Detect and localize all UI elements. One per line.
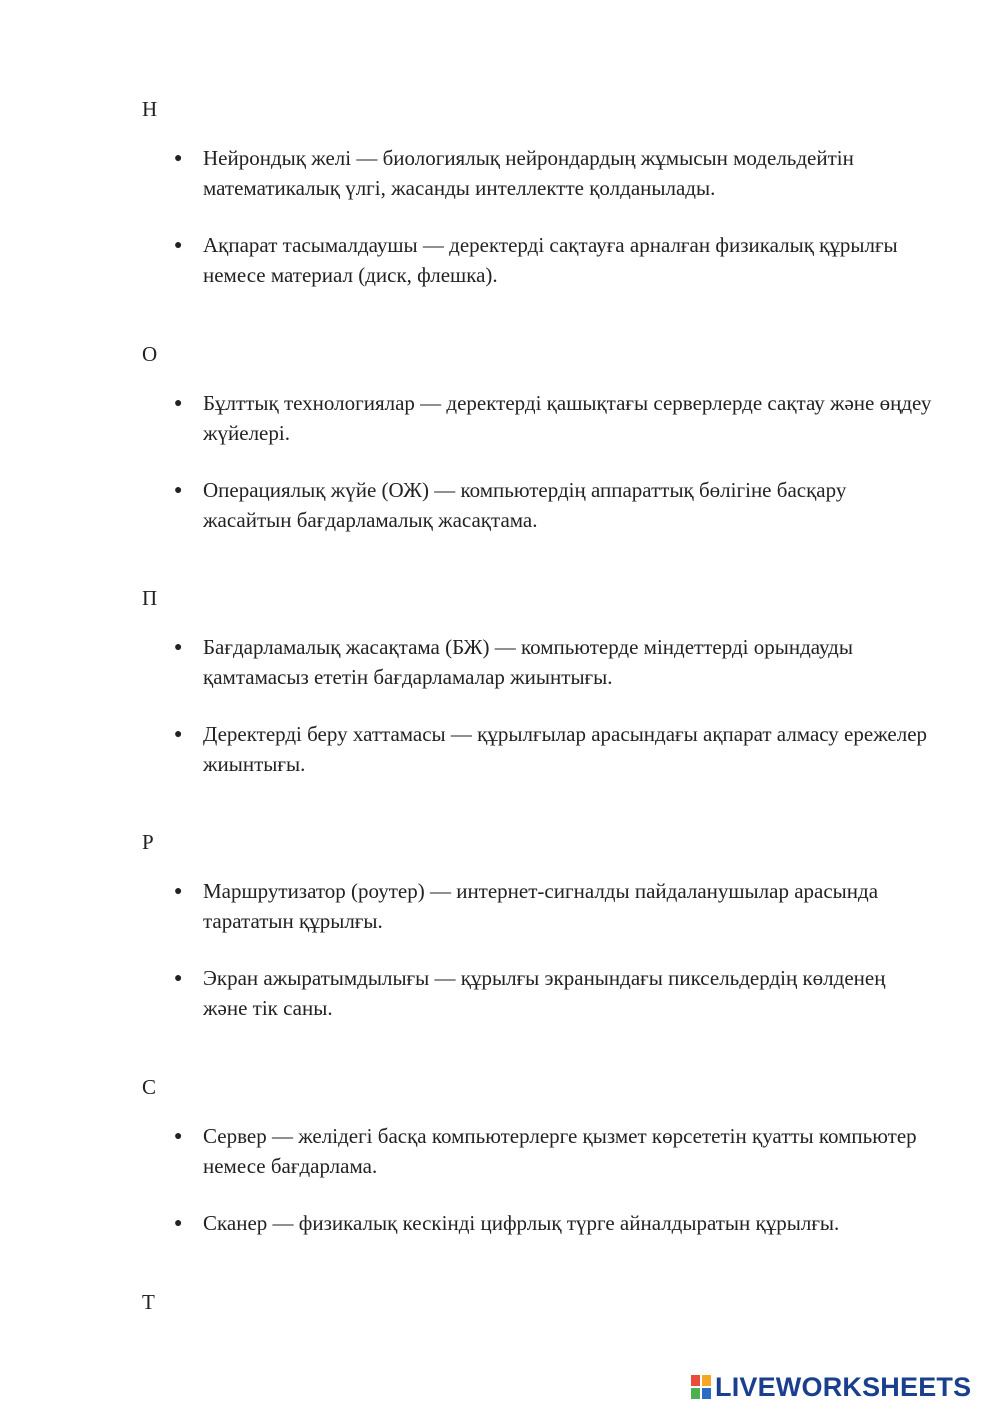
liveworksheets-logo-icon: [691, 1375, 711, 1399]
list-item: [174, 476, 934, 535]
liveworksheets-branding[interactable]: [691, 1374, 971, 1400]
list-item: [174, 720, 934, 779]
list-item: [174, 144, 934, 203]
section-letter-p: П: [142, 586, 158, 610]
section-letter-s: С: [142, 1075, 157, 1099]
list-item: [174, 877, 934, 936]
list-item: [174, 231, 934, 290]
list-item: [174, 633, 934, 692]
bullet-icon: ●: [174, 1216, 183, 1231]
bullet-icon: ●: [174, 727, 183, 742]
bullet-icon: ●: [174, 640, 183, 655]
list-item: [174, 1122, 934, 1181]
list-item-text: Бағдарламалық жасақтама (БЖ) — компьютерде міндеттерді орындауды қамтамасыз ететін бағдарламалар жиынтығы.: [203, 635, 853, 689]
bullet-icon: ●: [174, 396, 183, 411]
section-letter-r: Р: [142, 830, 154, 854]
section-letter-n: Н: [142, 97, 158, 121]
brand-name: LIVEWORKSHEETS: [715, 1372, 972, 1402]
list-item-text: Деректерді беру хаттамасы — құрылғылар арасындағы ақпарат алмасу ережелер жиынтығы.: [203, 722, 928, 776]
section-letter-t: Т: [142, 1290, 155, 1314]
bullet-icon: ●: [174, 1129, 183, 1144]
list-item: [174, 964, 934, 1023]
list-item-text: Экран ажыратымдылығы — құрылғы экранындағы пиксельдердің көлденең және тік саны.: [203, 966, 886, 1020]
list-item: [174, 1209, 934, 1239]
list-item-text: Нейрондық желі — биологиялық нейрондардың жұмысын модельдейтін математикалық үлгі, жасанды интеллектте қолданылады.: [203, 146, 854, 200]
list-item-text: Маршрутизатор (роутер) — интернет-сигналды пайдаланушылар арасында тарататын құрылғы.: [203, 879, 879, 933]
bullet-icon: ●: [174, 151, 183, 166]
bullet-icon: ●: [174, 238, 183, 253]
list-item-text: Операциялық жүйе (ОЖ) — компьютердің аппараттық бөлігіне басқару жасайтын бағдарламалық жасақтама.: [203, 478, 847, 532]
bullet-icon: ●: [174, 884, 183, 899]
list-item-text: Сервер — желідегі басқа компьютерлерге қызмет көрсететін қуатты компьютер немесе бағдарлама.: [203, 1124, 917, 1178]
list-item: [174, 389, 934, 448]
bullet-icon: ●: [174, 483, 183, 498]
list-item-text: Сканер — физикалық кескінді цифрлық түрге айналдыратын құрылғы.: [203, 1211, 840, 1235]
list-item-text: Ақпарат тасымалдаушы — деректерді сақтауға арналған физикалық құрылғы немесе материал (диск, флешка).: [203, 233, 898, 287]
bullet-icon: ●: [174, 971, 183, 986]
list-item-text: Бұлттық технологиялар — деректерді қашықтағы серверлерде сақтау және өңдеу жүйелері.: [203, 391, 932, 445]
section-letter-o: О: [142, 342, 158, 366]
